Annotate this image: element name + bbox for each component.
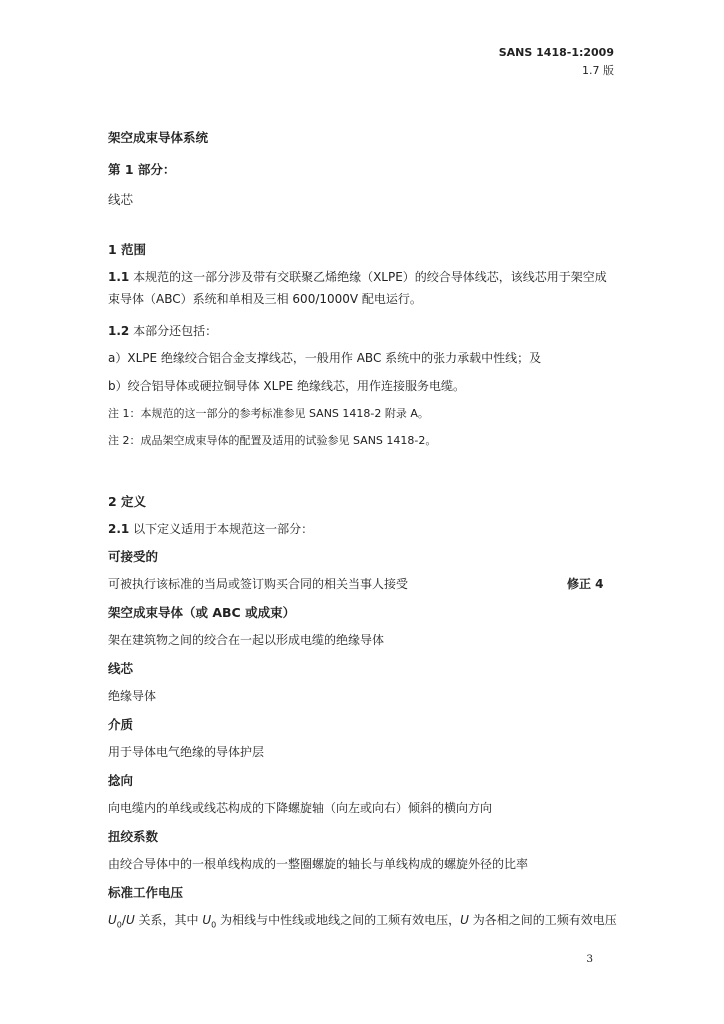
list-item-b: b）绞合铝导体或硬拉铜导体 XLPE 绝缘线芯，用作连接服务电缆。 [108, 379, 465, 393]
note-1: 注 1：本规范的这一部分的参考标准参见 SANS 1418-2 附录 A。 [108, 407, 429, 420]
paragraph-2-1 [108, 520, 313, 537]
term-acceptable: 可接受的 [108, 549, 159, 564]
term-rated-voltage: 标准工作电压 [108, 885, 184, 900]
definition-acceptable: 可被执行该标准的当局或签订购买合同的相关当事人接受 [108, 577, 409, 591]
term-lay-ratio: 扭绞系数 [108, 829, 159, 844]
term-direction-of-lay: 捻向 [108, 773, 134, 788]
definition-core: 绝缘导体 [108, 689, 157, 703]
section-2-heading: 2 定义 [108, 494, 147, 509]
part-label: 第 1 部分： [108, 162, 176, 177]
standard-number: SANS 1418-1:2009 [498, 46, 614, 59]
note-2: 注 2：成品架空成束导体的配置及适用的试验参见 SANS 1418-2。 [108, 434, 437, 447]
definition-dielectric: 用于导体电气绝缘的导体护层 [108, 745, 265, 759]
document-title: 架空成束导体系统 [108, 130, 209, 145]
section-1-heading: 1 范围 [108, 242, 147, 257]
paragraph-1-1 [108, 266, 618, 310]
definition-lay-ratio: 由绞合导体中的一根单线构成的一整圈螺旋的轴长与单线构成的螺旋外径的比率 [108, 857, 529, 871]
term-core: 线芯 [108, 661, 134, 676]
term-dielectric: 介质 [108, 717, 134, 732]
amendment-label: 修正 4 [567, 577, 604, 591]
paragraph-1-2 [108, 322, 217, 339]
document-subtitle: 线芯 [108, 192, 134, 207]
definition-abc: 架在建筑物之间的绞合在一起以形成电缆的绝缘导体 [108, 633, 385, 647]
clause-text: 以下定义适用于本规范这一部分： [129, 522, 314, 536]
clause-number: 1.1 [108, 270, 130, 284]
clause-text: 本部分还包括： [129, 324, 218, 338]
version-label: 1.7 版 [582, 64, 614, 77]
clause-number: 2.1 [108, 522, 130, 536]
list-item-a: a）XLPE 绝缘绞合铝合金支撑线芯，一般用作 ABC 系统中的张力承载中性线；及 [108, 351, 542, 365]
definition-rated-voltage: $U_0/U$ 关系，其中 $U_0$ 为相线与中性线或地线之间的工频有效电压，U 为各相之间的工频有效电压 [108, 913, 617, 930]
clause-number: 1.2 [108, 324, 130, 338]
definition-direction-of-lay: 向电缆内的单线或线芯构成的下降螺旋轴（向左或向右）倾斜的横向方向 [108, 801, 493, 815]
page-number: 3 [586, 953, 593, 965]
clause-text: 本规范的这一部分涉及带有交联聚乙烯绝缘（XLPE）的绞合导体线芯，该线芯用于架空成束导体（ABC）系统和单相及三相 600/1000V 配电运行。 [108, 270, 607, 306]
term-abc: 架空成束导体（或 ABC 或成束） [108, 605, 296, 620]
